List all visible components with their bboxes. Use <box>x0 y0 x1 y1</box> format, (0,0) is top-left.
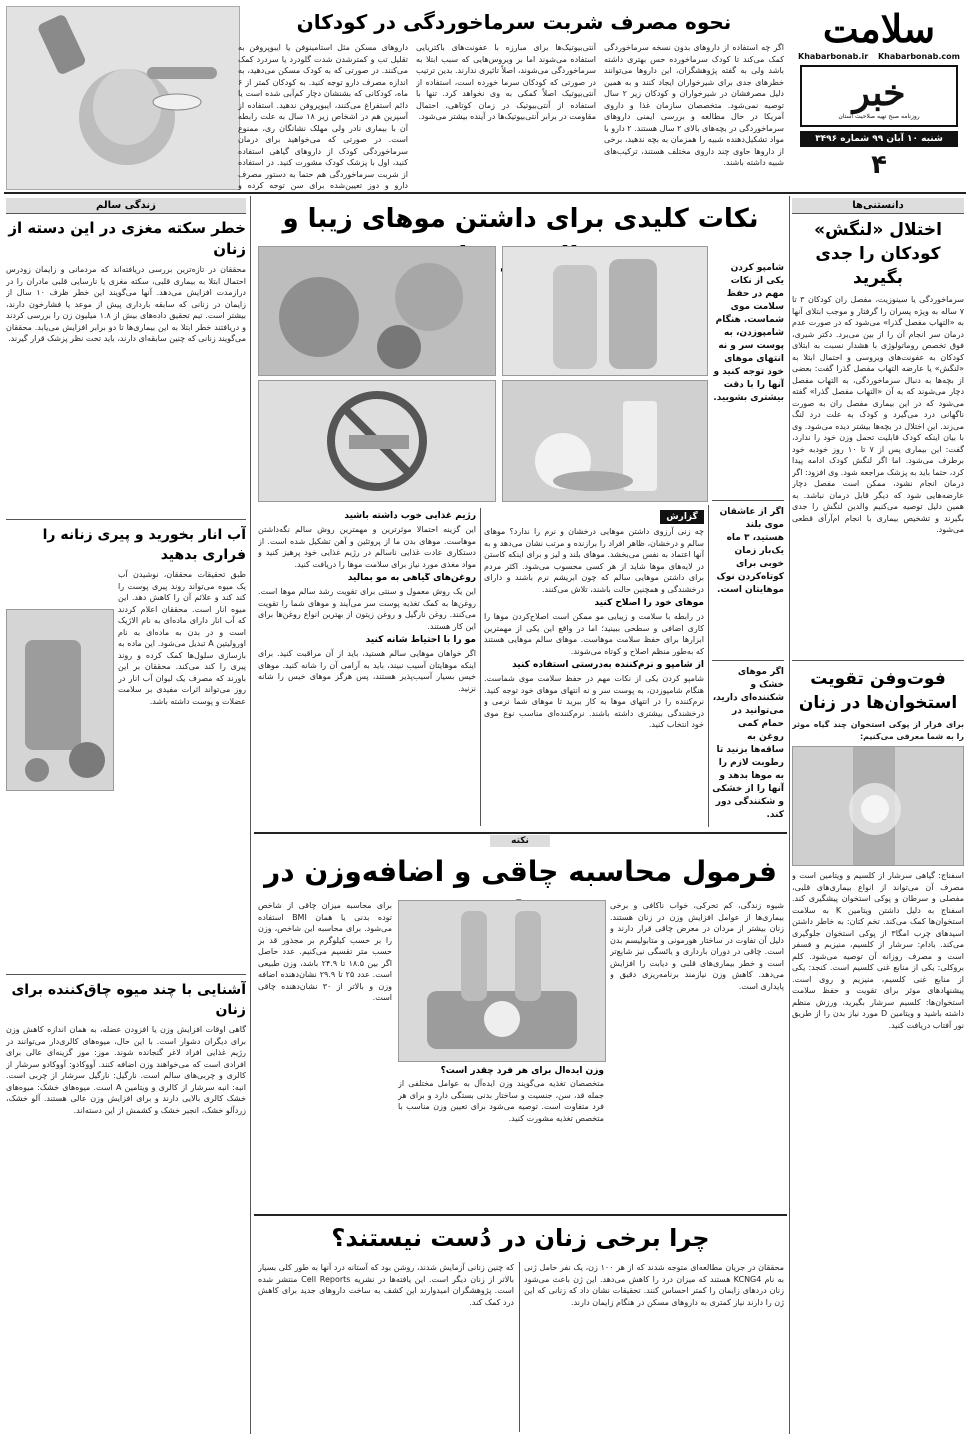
hair-pull-quote-3: اگر موهای خشک و شکننده‌ای دارید، می‌توانید در حمام کمی روغن به ساقه‌ها بزنید تا رطوبت لازم را به موها بدهد و آنها را از خشکی و شکنندگی دور کند. <box>712 667 784 820</box>
top-divider <box>4 192 966 194</box>
logo-subtitle: روزنامه صبح تهیه صلاحیت استان <box>838 112 920 120</box>
right-headline-2: فوت‌وفن تقویت استخوان‌ها در زنان <box>798 669 958 713</box>
hair-body-b: در رابطه با سلامت و زیبایی مو ممکن است اصلاح‌کردن موها را کاری اضافی و سطحی ببینید؛ اما در واقع این یکی از مهمترین ابزارها برای حفظ سلامت موهاست. موهای سالم موهایی هستند که به‌طور منظم اصلاح و کوتاه می‌شوند. <box>484 612 704 656</box>
weight-headline: فرمول محاسبه چاقی و اضافه‌وزن در <box>264 855 777 888</box>
bottom-inner-rule <box>519 1262 520 1432</box>
report-tag <box>660 510 704 524</box>
weight-body-3: متخصصان تغذیه می‌گویند وزن ایده‌آل به عوامل مختلفی از جمله قد، سن، جنسیت و ساختار بدنی بستگی دارد و برای هر فرد متفاوت است. توصیه می‌شود برای تعیین وزن مناسب با متخصص تغذیه مشورت کنید. <box>398 1079 604 1123</box>
knee-photo <box>792 746 964 866</box>
pull-column-rule <box>708 505 709 827</box>
pomegranate-photo <box>6 609 114 791</box>
scale-photo <box>398 900 606 1062</box>
top-article-title: نحوه مصرف شربت سرماخوردگی در کودکان <box>296 10 732 34</box>
site-url-1[interactable]: Khabarbonab.ir <box>798 52 869 61</box>
bottom-headline: چرا برخی زنان در دُست نیستند؟ <box>331 1224 710 1252</box>
bottom-body-2: که چنین زنانی آزمایش شدند، روشن بود که آستانه درد آنها به طور کلی بسیار بالاتر از زنان دیگر است. این یافته‌ها در نشریه Cell Reports منتشر شده است. پژوهشگران امیدوارند این کشف به ساخت داروهای جدید برای کاهش درد کمک کند. <box>258 1263 514 1307</box>
left-column-divider <box>250 196 251 1434</box>
right-column-divider <box>789 196 790 1434</box>
right-section-tag: دانستنی‌ها <box>792 198 964 214</box>
left-body-3: گاهی اوقات افزایش وزن یا افزودن عضله، به همان اندازه کاهش وزن برای دیگران دشوار است. با این حال، میوه‌های کالری‌دار می‌توانند در رژیم غذایی افراد لاغر گنجانده شوند. موز: موز گزینه‌ای عالی برای افرادی است که می‌خواهند وزن اضافه کنند. آووکادو: آووکادو سرشار از کالری و چربی‌های سالم است. نارگیل: نارگیل سرشار از چربی است. انبه: انبه سرشار از کالری و ویتامین A است. میوه‌های خشک: میوه‌های خشک کالری بالایی دارند و برای افزایش وزن عالی هستند. آلو خشک، زردآلو خشک، انجیر خشک و کشمش از این دسته‌اند. <box>6 1025 246 1115</box>
hair-pull-quote-2: اگر از عاشقان موی بلند هستید، ۳ ماه یک‌بار زمان خوبی برای کوتاه‌کردن نوک موهایتان است. <box>716 507 784 595</box>
hair-sub-d: روغن‌های گیاهی به مو بمالید <box>347 573 476 583</box>
food-photo <box>258 246 496 376</box>
bottom-body-1: محققان در جریان مطالعه‌ای متوجه شدند که از هر ۱۰۰ زن، یک نفر حامل ژنی به نام KCNG4 هستند که میزان درد را کاهش می‌دهد. این ژن باعث می‌شود زنان دردهای زایمان را کمتر احساس کنند. تحقیقات نشان داد که زنانی که این ژن را دارند نیاز کمتری به داروهای مسکن در هنگام زایمان دارند. <box>524 1263 784 1307</box>
hair-inner-rule <box>480 508 481 826</box>
logo <box>800 65 958 127</box>
left-headline-3: آشنایی با چند میوه چاق‌کننده برای زنان <box>11 982 246 1018</box>
hair-sub-c: رژیم غذایی خوب داشته باشید <box>344 511 476 521</box>
oil-photo <box>502 380 708 502</box>
left-headline-2: آب انار بخورید و پیری زنانه را فراری بدهید <box>42 527 246 563</box>
left-body-2: طبق تحقیقات محققان، نوشیدن آب یک میوه می‌تواند روند پیری پوست را کند کند و علائم آن را کاهش دهد. این میوه انار است. محققان اعلام کردند که آب انار دارای ماده‌ای به نام الاژیک است و در بدن به ماده‌ای به نام اورولیتین A تبدیل می‌شود. این ماده به بازسازی سلول‌ها کمک کرده و روند پیری را کند می‌کند. محققان بر این باورند که مصرف یک لیوان آب انار در روز می‌تواند اثرات مفیدی بر سلامت عضلات و پوست داشته باشد. <box>118 570 246 706</box>
left-section-tag: زندگی سالم <box>6 198 246 214</box>
weight-body-2: برای محاسبه میزان چاقی از شاخص توده بدنی یا همان BMI استفاده می‌شود. برای محاسبه این شاخص، وزن را بر حسب کیلوگرم بر مجذور قد بر حسب متر تقسیم می‌کنیم. عدد حاصل اگر بین ۱۸.۵ تا ۲۴.۹ باشد، وزن طبیعی است. عدد ۲۵ تا ۲۹.۹ نشان‌دهنده اضافه وزن و بالاتر از ۳۰ نشان‌دهنده چاقی است. <box>258 901 392 1002</box>
hair-body-f: اگر خواهان موهایی سالم هستید، باید از آن مراقبت کنید. برای اینکه موهایتان آسیب نبیند، باید به آرامی آن را شانه کنید. موهای خیس بسیار آسیب‌پذیر هستند، پس هرگز موهای خیس را شانه نزنید. <box>258 649 476 693</box>
logo-mark: خبر <box>852 71 906 114</box>
hair-photo-grid <box>258 246 706 500</box>
top-article-col1: اگر چه استفاده از داروهای بدون نسخه سرماخوردگی کمک می‌کند تا کودک سرماخورده حس بهتری داشته باشد ولی به گفته پژوهشگران، این داروها می‌توانند خطرهای جدی برای شیرخواران ایجاد کنند و به همین دلیل مصرفشان در شیرخواران و کودکان زیر ۲ سال توصیه نمی‌شود. متخصصان سازمان غذا و داروی آمریکا در حال مطالعه و بررسی ایمنی داروهای سرماخوردگی در بچه‌های بالای ۲ سال هستند. ۲ دارو با مواد تشکیل‌دهنده شبیه را همزمان به بچه ندهید، برخی از داروها حاوی چند داروی مختلف هستند، ترکیب‌های شبیه داشته باشند. <box>604 43 784 167</box>
hair-pull-quote-1: شامپو کردن یکی از نکات مهم در حفظ سلامت موی شماست. هنگام شامپوزدن، به پوست سر و نه انتهای موهای خود توجه کنید و آنها را با دقت بیشتری بشویید. <box>713 263 784 403</box>
hair-bottom-rule <box>254 832 787 834</box>
site-url-2[interactable]: Khabarbonab.com <box>877 52 960 61</box>
hair-sub-e: مو را با احتیاط شانه کنید <box>365 635 476 645</box>
left-column <box>6 198 246 1434</box>
hair-body-col-a <box>484 526 704 826</box>
right-body-2-intro: برای فرار از پوکی استخوان چند گیاه موثر را به شما معرفی می‌کنیم: <box>792 720 964 741</box>
top-article-col3: داروهای مسکن مثل استامینوفن یا ایبوپروفن به تقلیل تب و کمترشدن شدت گلودرد یا سردرد کمک می‌کنند. در صورتی که به کودک مسکن می‌دهید، به اندازه مصرف دارو توجه کنید. به کودکان کمتر از ۶ ماه، کودکانی که بشنشان دچار کم‌آبی شده است یا دائم استفراغ می‌کنند، ایبوپروفن ندهید. استفاده از آسپرین هم در اشخاص زیر ۱۸ سال به علت رابطه آن با بیماری نادر ولی مهلک نشانگان ری، ممنوع است. در صورتی که می‌خواهید برای درمان سرماخوردگی کودک از داروهای گیاهی استفاده کنید، اول با پزشک کودک مشورت کنید. در استفاده از شربت سرماخوردگی هم حتما به دستور مصرف دارو و دوز تعیین‌شده برای سن توجه کرده و <box>238 43 408 190</box>
date-line: شنبه ۱۰ آبان ۹۹ شماره ۳۴۹۶ <box>800 131 958 147</box>
hair-headline: نکات کلیدی برای داشتن موهای زیبا و <box>282 204 759 234</box>
pull-divider-1 <box>712 500 784 501</box>
right-body-1: سرماخوردگی یا سینوزیت، مفصل ران کودکان ۳ تا ۷ ساله به ویژه پسران را گرفتار و موجب ابتلای آنها به «التهاب مفصل گذرا» می‌شود که در صورت عدم درمان سر انجام آن را از بین می‌برد. دکتر شیری، فوق تخصص روماتولوژی با هشدار نسبت به ابتلای کودکان به عفونت‌های ویروسی و احتمال ابتلا به «لنگش» یا عارضه التهاب مفصل گذرا گفت: بعضی از بچه‌ها به دنبال سرماخوردگی، به التهاب مفصل دچار می‌شوند که به آن «التهاب مفصل گذرا» گفته می‌شود که در این بیماری مفصل ران به صورت ناگهانی درد می‌گیرد و کودک به علت درد لنگ می‌زند. این اختلال در بچه‌ها بیشتر دیده می‌شود. وی با بیان اینکه کودک قابلیت تحمل وزن خود را ندارد، گفت: این بیماری پس از ۷ تا ۱۰ روز خودبه خود برطرف می‌شود. اما اگر لنگش کودک ادامه پیدا کرد، حتما باید به پزشک مراجعه شود. وی افزود: اگر درمان انجام نشود، ممکن است مفصل دچار عارضه‌هایی شود که دیگر قابل درمان نباشد. به همین دلیل توصیه می‌کنیم والدین لنگش را جدی بگیرند و تشخیص بیماری با انجام ام‌آرآی قطعی می‌شود. <box>792 295 964 534</box>
masthead <box>794 6 964 188</box>
hair-body-col-b <box>258 508 476 826</box>
right-headline-1: اختلال «لنگش» کودکان را جدی بگیرید <box>814 220 942 288</box>
pull-divider-2 <box>712 660 784 661</box>
hair-body-e: این یک روش معمول و سنتی برای تقویت رشد سالم موها است. روغن‌ها به کمک تغذیه پوست سر می‌آیند و موهای شما را تقویت می‌کنند. روغن نارگیل و روغن زیتون از بهترین انواع روغن‌ها برای این کار هستند. <box>258 587 476 631</box>
child-medicine-photo <box>7 7 239 189</box>
right-column <box>792 198 964 1434</box>
weight-tag <box>490 835 550 847</box>
weight-bottom-rule <box>254 1214 787 1216</box>
no-comb-photo <box>258 380 496 502</box>
report-tag-label: گزارش <box>666 512 698 522</box>
hair-sub-a: موهای خود را اصلاح کنید <box>594 598 704 608</box>
hair-sub-b: از شامپو و نرم‌کننده به‌درستی استفاده کنید <box>512 660 704 670</box>
left-body-2-cont <box>6 819 246 969</box>
page-number: ۴ <box>871 150 887 180</box>
weight-sub-1: وزن ایده‌آل برای هر فرد چقدر است؟ <box>440 1066 604 1076</box>
top-article-col2: آنتی‌بیوتیک‌ها برای مبارزه با عفونت‌های باکتریایی استفاده می‌شوند اما بر ویروس‌هایی که سبب ابتلا به سرماخوردگی می‌شوند، اصلاً تاثیری ندارند. بدین ترتیب در صورتی که کودکان سرما خورده است، استفاده از آنتی‌بیوتیک اصلاً کمکی به وی نخواهد کرد. تنها با استفاده از آنتی‌بیوتیک در زمان کوتاهی، احتمال مقاومت در برابر آنتی‌بیوتیک‌ها در آینده بیشتر می‌شود. <box>416 43 596 121</box>
hair-body-a: چه زنی آرزوی داشتن موهایی درخشان و نرم را ندارد؟ موهای سالم و درخشان، ظاهر افراد را برازنده و مرتب نشان می‌دهد و به آنها اعتماد به نفس می‌بخشد. موهای بلند و لیز و برای اینکه کاستن در لایه‌های موها شاید از هر کسی محسوب می‌شود. اکثر مردم برای داشتن موهایی سالم که چون ابریشم نرم باشند و دارای درخشندگی و همچنین حالت باشند، تلاش می‌کنند. <box>484 527 704 594</box>
top-illustration <box>6 6 240 190</box>
left-body-1: محققان در تازه‌ترین بررسی دریافته‌اند که مردمانی و زایمان زودرس احتمال ابتلا به بیماری قلبی، سکته مغزی یا نارسایی قلبی مادران را در درازمدت افزایش می‌دهد. آنها می‌گویند این خطر ظرف ۱۰ سال از زایمان در زنانی که سابقه بارداری پیش از موعد یا فشارخون دارند، بیشتر است. تیم تحقیق داده‌های بیش از ۱.۸ میلیون زن را بررسی کردند و دریافتند خطر ابتلا به این بیماری‌ها تا دو برابر افزایش می‌یابد. محققان می‌گویند زنانی که چنین سابقه‌ای دارند، باید تحت نظر پزشک قرار گیرند. <box>6 265 246 343</box>
left-headline-1: خطر سکته مغزی در این دسته از زنان <box>8 219 246 258</box>
shampoo-photo <box>502 246 708 376</box>
section-title: سلامت <box>822 6 936 51</box>
weight-body-col <box>398 1066 604 1210</box>
weight-tag-label: نکته <box>511 836 529 846</box>
weight-body-1: شیوه زندگی، کم تحرکی، خواب ناکافی و برخی بیماری‌ها از عوامل افزایش وزن در زنان هستند. زنان بیشتر از مردان در معرض چاقی قرار دارند و دلیل آن تفاوت در ساختار هورمونی و متابولیسم بدن است. چاقی در دوران بارداری و یائسگی نیز شایع‌تر است و خطر بیماری‌های قلبی و دیابت را افزایش می‌دهد. کاهش وزن نیازمند برنامه‌ریزی دقیق و پایداری است. <box>610 901 784 991</box>
right-body-2: اسفناج: گیاهی سرشار از کلسیم و ویتامین است و مصرف آن می‌تواند از انواع بیماری‌های قلبی، مفصلی و سرطان و پوکی استخوان پیشگیری کند. اسفناج به دلیل داشتن ویتامین K به سلامت استخوان‌ها کمک می‌کند. تخم کتان: به خاطر داشتن اسیدهای چرب امگا۳ از پوکی استخوان جلوگیری می‌کند. بادام: سرشار از کلسیم، منیزیم و فسفر است و مصرف روزانه آن توصیه می‌شود. کلم بروکلی: یکی از منابع غنی کلسیم است. کنجد: یکی از منابع غنی کلسیم، منیزیم و روی است. پیشنهادهای موثر برای تقویت و حفظ سلامت استخوان‌ها: کلسیم سرشار بگیرید، ورزش منظم داشته باشید و ویتامین D مورد نیاز بدن را از طریق نور آفتاب دریافت کنید. <box>792 871 964 1030</box>
hair-body-c: شامپو کردن یکی از نکات مهم در حفظ سلامت موی شماست. هنگام شامپوزدن، به پوست سر و نه انتهای موهای خود توجه کنید. نرم‌کننده را در انتهای موها به کار ببرید تا موهای شما نرمی و درخشندگی بیشتری داشته باشند. نرم‌کننده‌ای مناسب نوع موی خود انتخاب کنید. <box>484 674 704 729</box>
hair-body-d: این گزینه احتمالا موثرترین و مهمترین روش سالم نگه‌داشتن موهاست. موهای بدن ما از پروتئین و آهن تشکیل شده است. از دستکاری عادت غذایی ناسالم در رژیم غذایی خود پرهیز کنید و مواد مغذی مورد نیاز برای سلامت موها را دریافت کنید. <box>258 525 476 569</box>
